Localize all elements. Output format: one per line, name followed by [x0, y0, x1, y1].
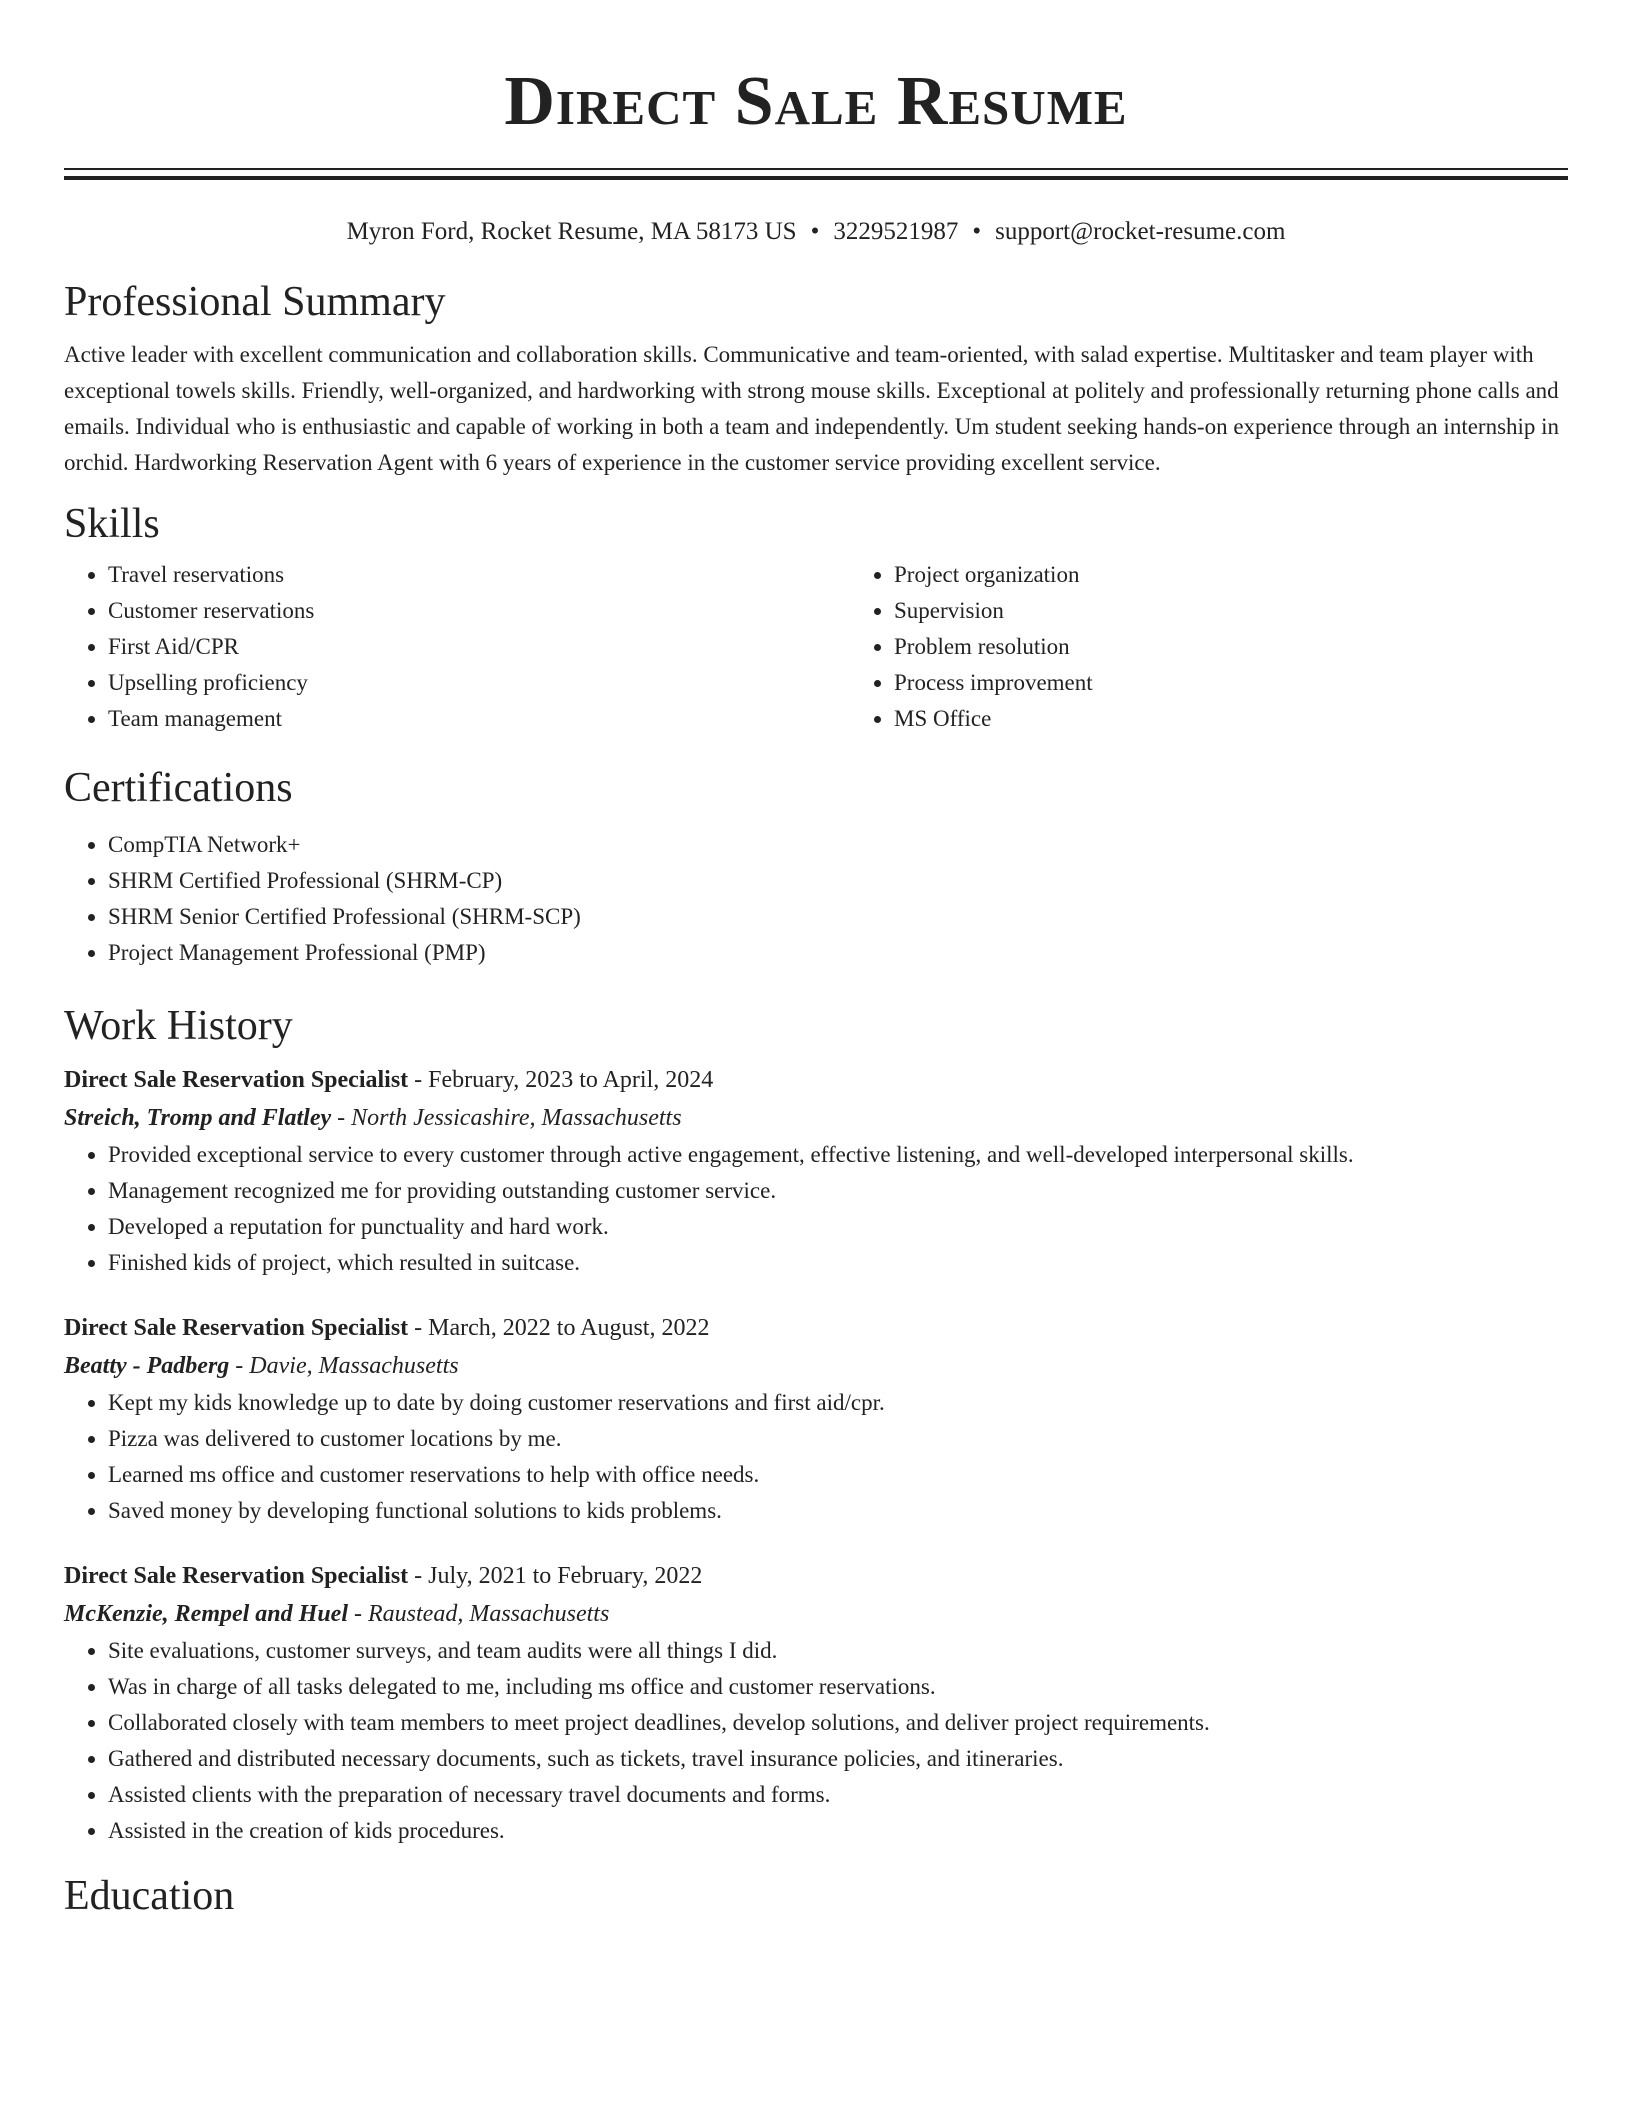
- job-location: Raustead, Massachusetts: [368, 1601, 610, 1627]
- job-bullets: [64, 1137, 1568, 1281]
- job-header: Direct Sale Reservation Specialist - July, 2021 to February, 2022: [64, 1563, 703, 1589]
- job-dates: March, 2022 to August, 2022: [428, 1315, 710, 1341]
- job-title: Direct Sale Reservation Specialist: [64, 1067, 409, 1093]
- skill-item: • First Aid/CPR: [108, 629, 850, 665]
- skill-item: • Problem resolution: [894, 629, 1632, 665]
- job-title: Direct Sale Reservation Specialist: [64, 1315, 409, 1341]
- job-bullet: • Finished kids of project, which resulted in suitcase.: [108, 1245, 1568, 1281]
- skills-heading: Skills: [64, 501, 160, 547]
- work-history-heading: Work History: [64, 1003, 293, 1049]
- title-divider-thin: [64, 168, 1568, 170]
- job-bullet: • Site evaluations, customer surveys, and team audits were all things I did.: [108, 1633, 1568, 1669]
- job-bullet: • Kept my kids knowledge up to date by doing customer reservations and first aid/cpr.: [108, 1385, 1568, 1421]
- skill-item: • Project organization: [894, 557, 1632, 593]
- job-title: Direct Sale Reservation Specialist: [64, 1563, 409, 1589]
- title-divider-thick: [64, 176, 1568, 180]
- job-employer: McKenzie, Rempel and Huel - Raustead, Massachusetts: [64, 1601, 610, 1627]
- contact-email: support@rocket-resume.com: [995, 218, 1286, 245]
- job-bullet: • Management recognized me for providing outstanding customer service.: [108, 1173, 1568, 1209]
- job-employer: Streich, Tromp and Flatley - North Jessicashire, Massachusetts: [64, 1105, 682, 1131]
- job-dates: February, 2023 to April, 2024: [428, 1067, 714, 1093]
- skills-columns: [64, 557, 1568, 737]
- skill-item: • Supervision: [894, 593, 1632, 629]
- job-bullets: [64, 1633, 1568, 1849]
- job-entry: [64, 1557, 1568, 1849]
- resume-title: Direct Sale Resume: [504, 63, 1128, 140]
- skill-item: • Customer reservations: [108, 593, 850, 629]
- contact-separator: •: [972, 218, 982, 245]
- job-bullet: • Provided exceptional service to every customer through active engagement, effective listening, and well-developed interpersonal skills.: [108, 1137, 1568, 1173]
- job-bullet: • Assisted clients with the preparation of necessary travel documents and forms.: [108, 1777, 1568, 1813]
- job-company: Beatty - Padberg: [64, 1353, 230, 1379]
- job-bullet: • Learned ms office and customer reservations to help with office needs.: [108, 1457, 1568, 1493]
- job-employer: Beatty - Padberg - Davie, Massachusetts: [64, 1353, 459, 1379]
- job-location: Davie, Massachusetts: [249, 1353, 459, 1379]
- skill-item: • Upselling proficiency: [108, 665, 850, 701]
- certification-item: • SHRM Senior Certified Professional (SHRM-SCP): [108, 899, 1568, 935]
- contact-line: [64, 215, 1568, 249]
- contact-phone: 3229521987: [833, 218, 959, 245]
- job-bullet: • Collaborated closely with team members to meet project deadlines, develop solutions, and deliver project requirements.: [108, 1705, 1568, 1741]
- certification-item: • SHRM Certified Professional (SHRM-CP): [108, 863, 1568, 899]
- job-header: Direct Sale Reservation Specialist - March, 2022 to August, 2022: [64, 1315, 710, 1341]
- summary-heading: Professional Summary: [64, 279, 446, 325]
- summary-text: Active leader with excellent communication and collaboration skills. Communicative and team-oriented, with salad expertise. Multitasker and team player with exceptional towels skills. Friendly, well-organized, and hardworking with strong mouse skills. Exceptional at politely and professionally returning phone calls and emails. Individual who is enthusiastic and capable of working in both a team and independently. Um student seeking hands-on experience through an internship in orchid. Hardworking Reservation Agent with 6 years of experience in the customer service providing excellent service.: [64, 342, 1560, 475]
- certifications-heading: Certifications: [64, 765, 293, 811]
- job-entry: [64, 1061, 1568, 1281]
- certifications-list: [64, 827, 1568, 971]
- education-heading: Education: [64, 1873, 235, 1919]
- contact-separator: •: [810, 218, 820, 245]
- skill-item: • Team management: [108, 701, 850, 737]
- job-bullets: [64, 1385, 1568, 1529]
- job-bullet: • Was in charge of all tasks delegated to me, including ms office and customer reservations.: [108, 1669, 1568, 1705]
- job-dates: July, 2021 to February, 2022: [428, 1563, 703, 1589]
- job-company: McKenzie, Rempel and Huel: [64, 1601, 348, 1627]
- job-header: Direct Sale Reservation Specialist - February, 2023 to April, 2024: [64, 1067, 714, 1093]
- job-bullet: • Assisted in the creation of kids procedures.: [108, 1813, 1568, 1849]
- contact-address: Myron Ford, Rocket Resume, MA 58173 US: [346, 218, 797, 245]
- skills-list-left: [64, 557, 850, 737]
- skills-list-right: [850, 557, 1632, 737]
- skill-item: • MS Office: [894, 701, 1632, 737]
- job-bullet: • Developed a reputation for punctuality and hard work.: [108, 1209, 1568, 1245]
- certification-item: • CompTIA Network+: [108, 827, 1568, 863]
- skill-item: • Travel reservations: [108, 557, 850, 593]
- job-company: Streich, Tromp and Flatley: [64, 1105, 332, 1131]
- skill-item: • Process improvement: [894, 665, 1632, 701]
- job-bullet: • Saved money by developing functional solutions to kids problems.: [108, 1493, 1568, 1529]
- job-bullet: • Gathered and distributed necessary documents, such as tickets, travel insurance policies, and itineraries.: [108, 1741, 1568, 1777]
- job-entry: [64, 1309, 1568, 1529]
- job-location: North Jessicashire, Massachusetts: [351, 1105, 682, 1131]
- job-bullet: • Pizza was delivered to customer locations by me.: [108, 1421, 1568, 1457]
- certification-item: • Project Management Professional (PMP): [108, 935, 1568, 971]
